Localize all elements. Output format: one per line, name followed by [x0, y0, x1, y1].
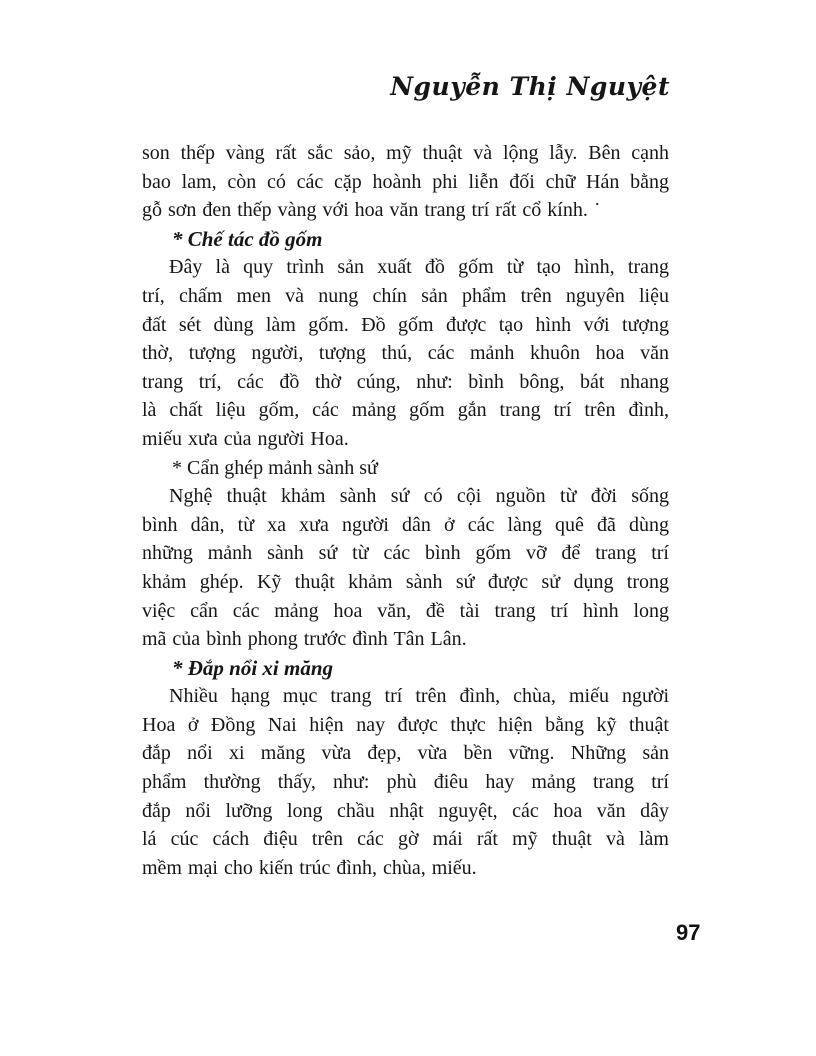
paragraph — [142, 482, 669, 654]
text-line: gỗ sơn đen thếp vàng với hoa văn trang trí rất cổ kính. ˙ — [142, 199, 601, 222]
text-line: thờ, tượng người, tượng thú, các mảnh khuôn hoa văn — [142, 342, 669, 365]
text-line: đắp nổi lưỡng long chầu nhật nguyệt, các hoa văn dây — [142, 799, 669, 822]
text-line: mềm mại cho kiến trúc đình, chùa, miếu. — [142, 856, 477, 879]
text-line: trang trí, các đồ thờ cúng, như: bình bông, bát nhang — [142, 370, 669, 393]
text-line: đắp nổi xi măng vừa đẹp, vừa bền vững. Những sản — [142, 742, 669, 765]
text-line: phẩm thường thấy, như: phù điêu hay mảng trang trí — [142, 771, 669, 794]
text-line: lá cúc cách điệu trên các gờ mái rất mỹ thuật và làm — [142, 828, 669, 851]
text-line: đất sét dùng làm gốm. Đồ gốm được tạo hình với tượng — [142, 313, 669, 336]
section-heading: * Cẩn ghép mảnh sành sứ — [172, 456, 378, 479]
text-line: bao lam, còn có các cặp hoành phi liễn đối chữ Hán bằng — [142, 170, 669, 193]
text-line: việc cẩn các mảng hoa văn, đề tài trang trí hình long — [142, 599, 669, 622]
paragraph — [142, 682, 669, 882]
text-line: son thếp vàng rất sắc sảo, mỹ thuật và lộng lẫy. Bên cạnh — [142, 142, 669, 164]
text-line: bình dân, từ xa xưa người dân ở các làng quê đã dùng — [142, 513, 669, 536]
section-heading: * Chế tác đồ gốm — [172, 226, 323, 251]
paragraph — [142, 253, 669, 453]
text-line: khảm ghép. Kỹ thuật khảm sành sứ được sử dụng trong — [142, 570, 669, 593]
section-heading: * Đắp nổi xi măng — [172, 655, 334, 680]
text-line: miếu xưa của người Hoa. — [142, 427, 349, 450]
text-line: mã của bình phong trước đình Tân Lân. — [142, 628, 467, 651]
paragraph — [142, 139, 669, 225]
page-number: 97 — [676, 920, 701, 945]
text-line: trí, chấm men và nung chín sản phẩm trên nguyên liệu — [142, 284, 669, 307]
text-line: những mảnh sành sứ từ các bình gốm vỡ để trang trí — [142, 542, 669, 565]
text-line: Nhiều hạng mục trang trí trên đình, chùa, miếu người — [169, 685, 669, 708]
text-line: Hoa ở Đồng Nai hiện nay được thực hiện bằng kỹ thuật — [142, 713, 669, 736]
text-line: Đây là quy trình sản xuất đồ gốm từ tạo hình, trang — [169, 256, 669, 279]
running-header: Nguyễn Thị Nguyệt — [390, 72, 670, 101]
text-line: Nghệ thuật khảm sành sứ có cội nguồn từ đời sống — [169, 485, 669, 508]
text-line: là chất liệu gốm, các mảng gốm gắn trang trí trên đình, — [142, 399, 669, 422]
text-block — [142, 139, 669, 882]
